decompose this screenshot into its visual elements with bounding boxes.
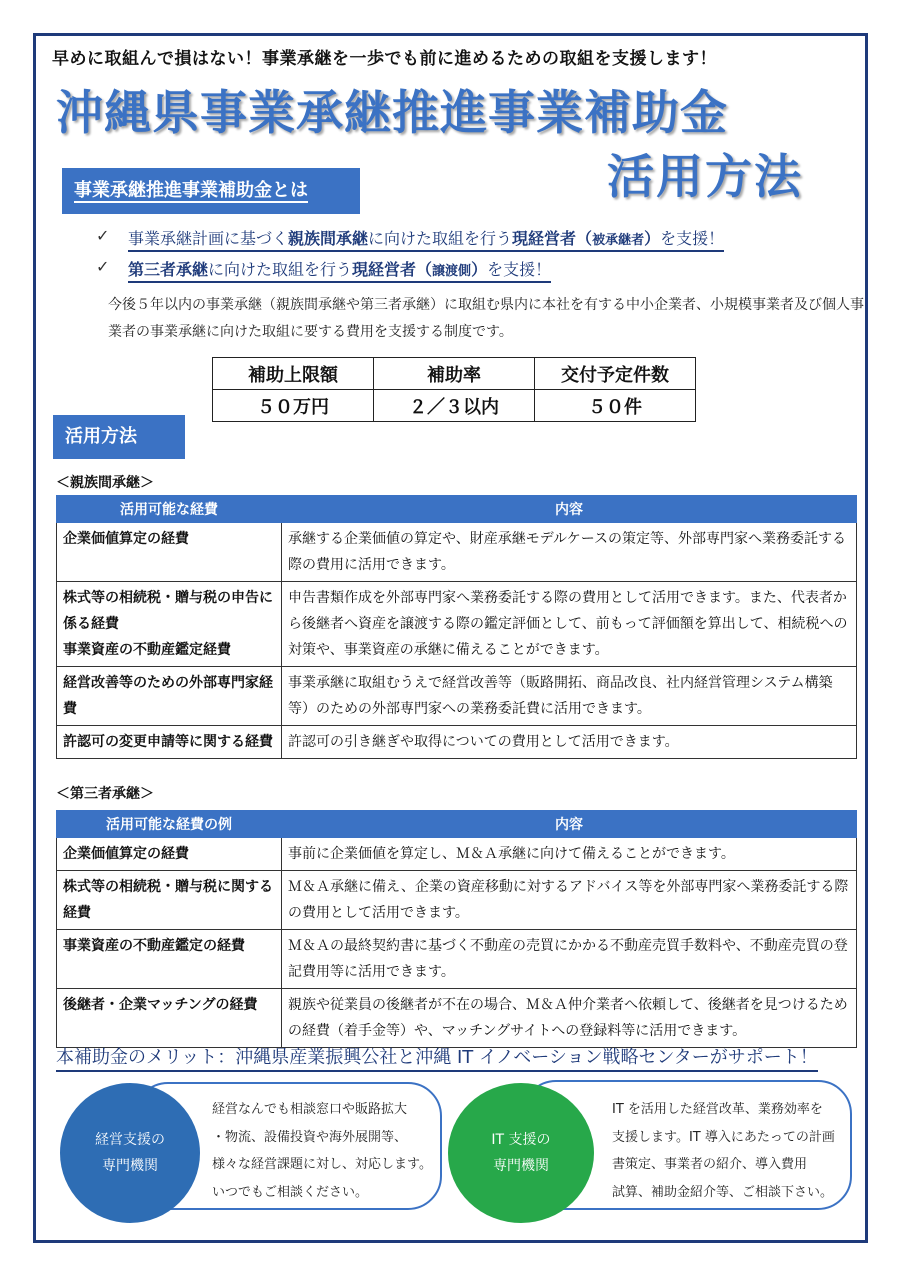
expense-desc: 事前に企業価値を算定し、Ｍ＆Ａ承継に向けて備えることができます。 [282, 838, 857, 871]
it-support-circle: IT 支援の 専門機関 [448, 1083, 594, 1223]
summary-value: ２／３以内 [374, 390, 535, 422]
expense-item: 株式等の相続税・贈与税に関する経費 [57, 871, 282, 930]
summary-header: 補助率 [374, 358, 535, 390]
expense-item: 後継者・企業マッチングの経費 [57, 989, 282, 1048]
table-row [57, 582, 857, 667]
about-heading: 事業承継推進事業補助金とは [62, 168, 360, 214]
check-icon: ✓ [96, 226, 110, 245]
table-row [57, 523, 857, 582]
expense-item: 事業資産の不動産鑑定の経費 [57, 930, 282, 989]
page-title: 沖縄県事業承継推進事業補助金 [56, 86, 728, 141]
expense-desc: 許認可の引き継ぎや取得についての費用として活用できます。 [282, 726, 857, 759]
expense-desc: 承継する企業価値の算定や、財産承継モデルケースの策定等、外部専門家へ業務委託する際の費用に活用できます。 [282, 523, 857, 582]
table-row [57, 989, 857, 1048]
third-party-expense-table [56, 810, 857, 1048]
table-row [57, 667, 857, 726]
expense-desc: Ｍ＆Ａ承継に備え、企業の資産移動に対するアドバイス等を外部専門家へ業務委託する際の費用として活用できます。 [282, 871, 857, 930]
column-header: 内容 [282, 811, 857, 838]
management-support-circle: 経営支援の 専門機関 [60, 1083, 200, 1223]
expense-desc: 親族や従業員の後継者が不在の場合、Ｍ＆Ａ仲介業者へ依頼して、後継者を見つけるための経費（着手金等）や、マッチングサイトへの登録料等に活用できます。 [282, 989, 857, 1048]
tagline: 早めに取組んで損はない！事業承継を一歩でも前に進めるための取組を支援します！ [52, 49, 717, 69]
expense-item: 許認可の変更申請等に関する経費 [57, 726, 282, 759]
family-expense-table [56, 495, 857, 759]
third-party-label: ＜第三者承継＞ [56, 786, 154, 802]
summary-table [212, 357, 696, 422]
table-row [57, 838, 857, 871]
page-subtitle: 活用方法 [607, 150, 803, 205]
expense-item: 企業価値算定の経費 [57, 523, 282, 582]
it-support-text: IT を活用した経営改革、業務効率を 支援します。IT 導入にあたっての計画 書策定、事業者の紹介、導入費用 試算、補助金紹介等、ご相談下さい。 [612, 1102, 835, 1200]
check-item-third: ✓ 第三者承継に向けた取組を行う現経営者（譲渡側）を支援！ [96, 257, 816, 281]
expense-desc: 事業承継に取組むうえで経営改善等（販路開拓、商品改良、社内経営管理システム構築等）のための外部専門家への業務委託費に活用できます。 [282, 667, 857, 726]
summary-value: ５０件 [535, 390, 696, 422]
summary-value: ５０万円 [213, 390, 374, 422]
summary-header: 交付予定件数 [535, 358, 696, 390]
table-row [57, 726, 857, 759]
column-header: 内容 [282, 496, 857, 523]
family-label: ＜親族間承継＞ [56, 475, 154, 491]
expense-item: 株式等の相続税・贈与税の申告に係る経費 事業資産の不動産鑑定経費 [57, 582, 282, 667]
summary-header: 補助上限額 [213, 358, 374, 390]
table-row [57, 871, 857, 930]
expense-desc: Ｍ＆Ａの最終契約書に基づく不動産の売買にかかる不動産売買手数料や、不動産売買の登記費用等に活用できます。 [282, 930, 857, 989]
column-header: 活用可能な経費 [57, 496, 282, 523]
check-item-family: ✓ 事業承継計画に基づく親族間承継に向けた取組を行う現経営者（被承継者）を支援！ [96, 226, 816, 250]
intro-text: 今後５年以内の事業承継（親族間承継や第三者承継）に取組む県内に本社を有する中小企業者、小規模事業者及び個人事業者の事業承継に向けた取組に要する費用を支援する制度です。 [108, 297, 864, 340]
column-header: 活用可能な経費の例 [57, 811, 282, 838]
expense-desc: 申告書類作成を外部専門家へ業務委託する際の費用として活用できます。また、代表者から後継者へ資産を譲渡する際の鑑定評価として、前もって評価額を算出して、相続税への対策や、事業資産の承継に備えることができます。 [282, 582, 857, 667]
management-support-text: 経営なんでも相談窓口や販路拡大 ・物流、設備投資や海外展開等、 様々な経営課題に対し、対応します。 いつでもご相談ください。 [212, 1102, 432, 1200]
expense-item: 企業価値算定の経費 [57, 838, 282, 871]
merit-title: 本補助金のメリット：沖縄県産業振興公社と沖縄 IT イノベーション戦略センターがサポート！ [56, 1043, 818, 1072]
table-row [57, 930, 857, 989]
expense-item: 経営改善等のための外部専門家経費 [57, 667, 282, 726]
check-icon: ✓ [96, 257, 110, 276]
usage-heading: 活用方法 [53, 415, 185, 459]
